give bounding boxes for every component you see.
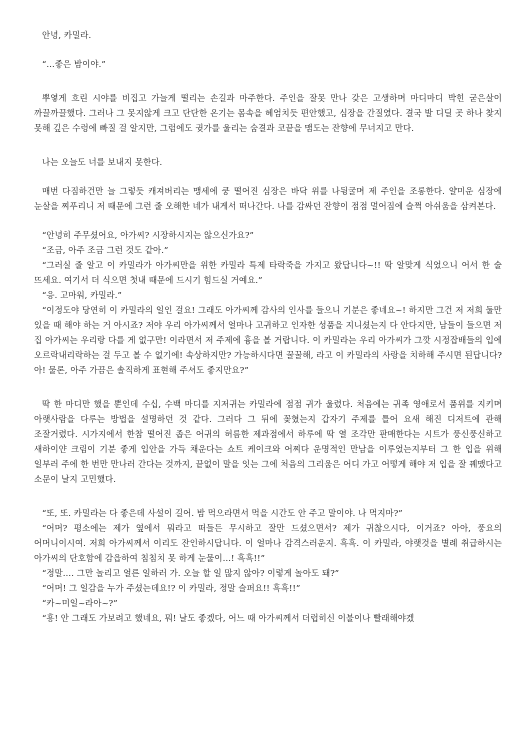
body-paragraph-1: 뿌옇게 흐린 시야를 비집고 가늘게 떨리는 손길과 마주한다. 주인을 잘못 만나 갖은 고생하며 마디마디 박힌 굳은살이 까끌까끌했다. 그러나 그 못지않게 크고 단단한 온기는 몸속을 헤엄치듯 편안했고, 심장을 간질였다. 결국 발 디딜 곳 하나 찾지 못해 깊은 수렁에 빠질 걸 알지만, 그럼에도 귓가를 울리는 숨결과 코끝을 맴도는 잔향에 무너지고 만다. bbox=[34, 93, 502, 133]
dialogue-1: “안녕히 주무셨어요, 아가씨? 시장하시지는 않으신가요?” bbox=[42, 230, 254, 240]
greeting-line: 안녕, 카밀라. bbox=[42, 30, 92, 40]
dialogue-6: “또, 또. 카밀라는 다 좋은데 사설이 길어. 밤 먹으라면서 먹을 시간도 안 주고 말이야. 나 먹지마?” bbox=[42, 508, 403, 518]
dialogue-5: “이정도야 당연히 이 카밀라의 일인 걸요! 그래도 아가씨께 감사의 인사를 들으니 기분은 좋네요~! 하지만 그건 저 저희 둘만 있을 때 해야 하는 거 아시죠? 저야 우리 아가씨께서 얼마나 고귀하고 인자한 성품을 지니셨는지 다 안다지만, 남들이 들으면 저 집 아가씨는 우리랑 다를 게 없구만! 이라면서 저 주제에 흉을 볼 거랍니다. 이 카밀라는 우리 아가씨가 그깟 시정잡배들의 입에 오르락내리락하는 걸 두고 볼 수 없기에! 속상하지만? 가능하시다면 꿀꿀해, 라고 이 카밀라의 사랑을 치하해 주시면 된답니다? 아! 물론, 아주 가끔은 솔직하게 표현해 주셔도 좋지만요?” bbox=[34, 305, 502, 375]
dialogue-10: “카~미일~라아~?” bbox=[42, 598, 118, 608]
dialogue-3: “그러실 줄 알고 이 카밀라가 아가씨만을 위한 카밀라 특제 타락죽을 가지고 왔답니다~!! 딱 알맞게 식었으니 어서 한 술 뜨세요. 여기서 더 식으면 첫내 때문에 드시기 힘드실 거예요.” bbox=[34, 260, 502, 285]
body-paragraph-3: 딱 한 마디만 했을 뿐인데 수십, 수백 마디를 지저귀는 카밀라에 점점 귀가 울렸다. 처음에는 귀족 영애로서 품위를 지키며 아랫사람을 다루는 방법을 설명하던 것 같다. 그러다 그 뒤에 꽂혔는지 갑자기 주제를 틀어 요새 해진 디저트에 관해 조잘거렸다. 시가지에서 한참 떨어진 좁은 어귀의 허름한 제과점에서 하루에 딱 열 조각만 판매한다는 시트가 풍신풍신하고 새하이얀 크림이 기분 좋게 입안을 가득 채운다는 쇼트 케이크와 어찌다 운명적인 만남을 이루었는지부터 그 한 입을 위해 일부러 주에 한 번만 만나러 간다는 것까지, 끝없이 말을 잇는 그에 처음의 그리움은 어디 가고 어떻게 해야 저 입을 잘 꿰맸다고 소문이 날지 고민했다. bbox=[34, 399, 502, 484]
dialogue-8: “정말…. 그만 놀리고 얼른 일하러 가. 오늘 할 일 많지 않아? 이렇게 놀아도 돼?” bbox=[42, 568, 340, 578]
dialogue-good-night: “…좋은 밤이야.” bbox=[42, 59, 106, 69]
body-paragraph-2: 매번 다짐하건만 늘 그렇듯 캐져버리는 맹세에 쿵 떨어진 심장은 바닥 위를 나뒹굴며 제 주인을 조롱한다. 얄미운 심장에 눈살을 찌푸리니 저 때문에 그런 줄 오해한 네가 내게서 떠나간다. 나를 감싸던 잔향이 점점 멀어짐에 슬쩍 아쉬움을 삼켜본다. bbox=[34, 186, 502, 211]
dialogue-7: “어머? 평소에는 제가 옆에서 뭐라고 떠들든 무시하고 잘만 드셨으면서? 제가 귀찮으시다, 이거죠? 아아, 풍요의 어머니이시여. 저희 아가씨께서 이리도 잔인하시답니다. 이 얼마나 감격스러운지. 흑흑. 이 카밀라, 야랫것을 별례 취급하시는 아가씨의 단호함에 감읍하여 침침치 못 하게 눈물이…! 흑흑!!” bbox=[34, 523, 502, 563]
dialogue-11: “흥! 안 그래도 가보려고 했네요, 뭐! 날도 좋겠다, 어느 때 아가씨께서 더럽히신 이불이나 빨래해야겠 bbox=[42, 613, 415, 623]
dialogue-9: “어머! 그 일감을 누가 주셨는데요!? 이 카밀라, 정말 슬퍼요!! 흑흑!!” bbox=[42, 583, 301, 593]
dialogue-4: “응. 고마워, 카밀라.” bbox=[42, 290, 122, 300]
dialogue-2: “조금, 아주 조금 그런 것도 같아.” bbox=[42, 245, 169, 255]
body-line-cannot-let-go: 나는 오늘도 너를 보내지 못한다. bbox=[42, 157, 163, 167]
